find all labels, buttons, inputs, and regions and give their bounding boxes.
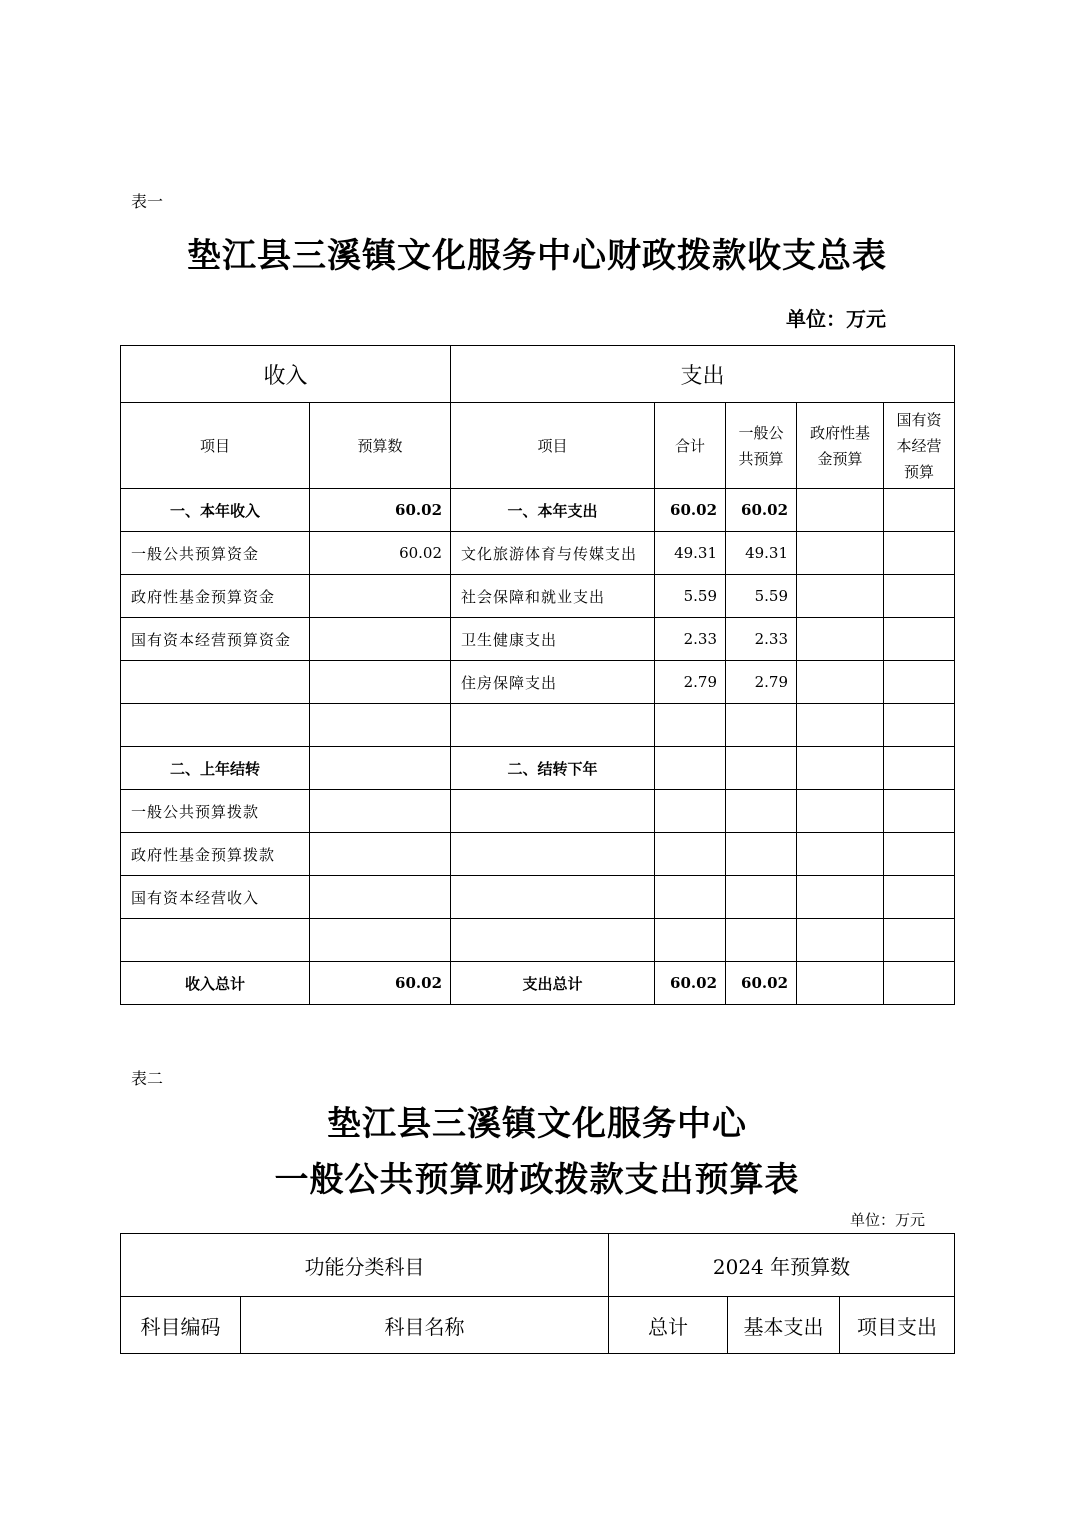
expense-item	[451, 919, 655, 962]
expense-state	[884, 661, 955, 704]
table2	[120, 1233, 955, 1354]
income-value	[310, 618, 451, 661]
income-item	[121, 704, 310, 747]
table1-title: 垫江县三溪镇文化服务中心财政拨款收支总表	[187, 236, 887, 276]
expense-general: 60.02	[726, 962, 797, 1005]
expense-item: 文化旅游体育与传媒支出	[451, 532, 655, 575]
col-state: 国有资 本经营 预算	[884, 403, 955, 489]
expense-fund	[797, 489, 884, 532]
expense-fund	[797, 532, 884, 575]
expense-item: 支出总计	[451, 962, 655, 1005]
expense-total: 60.02	[655, 489, 726, 532]
income-item: 一般公共预算资金	[121, 532, 310, 575]
expense-fund	[797, 618, 884, 661]
expense-item: 社会保障和就业支出	[451, 575, 655, 618]
col-code: 科目编码	[121, 1297, 241, 1354]
table1	[120, 345, 955, 1005]
expense-total: 2.79	[655, 661, 726, 704]
income-value	[310, 876, 451, 919]
expense-general: 2.79	[726, 661, 797, 704]
expense-general	[726, 833, 797, 876]
expense-total	[655, 704, 726, 747]
table-row	[121, 532, 955, 575]
income-value	[310, 661, 451, 704]
expense-fund	[797, 575, 884, 618]
income-item: 政府性基金预算资金	[121, 575, 310, 618]
table-row	[121, 661, 955, 704]
table-row	[121, 790, 955, 833]
expense-state	[884, 833, 955, 876]
col-general: 一般公 共预算	[726, 403, 797, 489]
expense-state	[884, 747, 955, 790]
expense-general: 2.33	[726, 618, 797, 661]
col-income-budget: 预算数	[310, 403, 451, 489]
col-expense-item: 项目	[451, 403, 655, 489]
expense-general	[726, 790, 797, 833]
table-row	[121, 962, 955, 1005]
expense-general: 5.59	[726, 575, 797, 618]
expense-state	[884, 618, 955, 661]
expense-header: 支出	[451, 346, 955, 403]
expense-fund	[797, 704, 884, 747]
expense-item: 卫生健康支出	[451, 618, 655, 661]
table-row	[121, 575, 955, 618]
income-value	[310, 704, 451, 747]
col-income-item: 项目	[121, 403, 310, 489]
table-row	[121, 704, 955, 747]
income-item	[121, 661, 310, 704]
expense-total	[655, 790, 726, 833]
expense-item: 一、本年支出	[451, 489, 655, 532]
expense-item	[451, 704, 655, 747]
expense-fund	[797, 962, 884, 1005]
income-item: 国有资本经营收入	[121, 876, 310, 919]
income-value	[310, 747, 451, 790]
expense-item: 住房保障支出	[451, 661, 655, 704]
expense-general	[726, 876, 797, 919]
expense-state	[884, 790, 955, 833]
income-item	[121, 919, 310, 962]
table-row	[121, 747, 955, 790]
income-value	[310, 833, 451, 876]
expense-total: 49.31	[655, 532, 726, 575]
table-row	[121, 489, 955, 532]
income-item: 政府性基金预算拨款	[121, 833, 310, 876]
col-name: 科目名称	[241, 1297, 609, 1354]
expense-fund	[797, 661, 884, 704]
expense-total	[655, 747, 726, 790]
income-item: 一般公共预算拨款	[121, 790, 310, 833]
table1-label: 表一	[131, 192, 164, 211]
expense-general: 49.31	[726, 532, 797, 575]
expense-general	[726, 919, 797, 962]
expense-total: 60.02	[655, 962, 726, 1005]
expense-state	[884, 489, 955, 532]
expense-state	[884, 876, 955, 919]
expense-state	[884, 704, 955, 747]
expense-general: 60.02	[726, 489, 797, 532]
table-row	[121, 833, 955, 876]
expense-total	[655, 833, 726, 876]
col-total: 合计	[655, 403, 726, 489]
expense-item	[451, 876, 655, 919]
table2-title-line1: 垫江县三溪镇文化服务中心	[327, 1104, 747, 1144]
expense-fund	[797, 790, 884, 833]
income-item: 二、上年结转	[121, 747, 310, 790]
expense-state	[884, 575, 955, 618]
table-row	[121, 919, 955, 962]
header-year: 2024 年预算数	[609, 1234, 955, 1297]
expense-general	[726, 704, 797, 747]
expense-fund	[797, 833, 884, 876]
income-item: 一、本年收入	[121, 489, 310, 532]
expense-state	[884, 532, 955, 575]
income-value	[310, 790, 451, 833]
expense-fund	[797, 747, 884, 790]
col-total2: 总计	[609, 1297, 728, 1354]
expense-item	[451, 833, 655, 876]
income-value	[310, 919, 451, 962]
expense-state	[884, 919, 955, 962]
expense-total	[655, 876, 726, 919]
income-value: 60.02	[310, 489, 451, 532]
table2-label: 表二	[131, 1069, 164, 1088]
table1-unit: 单位：万元	[786, 307, 886, 331]
expense-state	[884, 962, 955, 1005]
col-basic: 基本支出	[728, 1297, 840, 1354]
expense-total	[655, 919, 726, 962]
income-item: 国有资本经营预算资金	[121, 618, 310, 661]
income-header: 收入	[121, 346, 451, 403]
header-func: 功能分类科目	[121, 1234, 609, 1297]
expense-fund	[797, 876, 884, 919]
col-fund: 政府性基 金预算	[797, 403, 884, 489]
table-row	[121, 876, 955, 919]
expense-fund	[797, 919, 884, 962]
expense-total: 5.59	[655, 575, 726, 618]
expense-item	[451, 790, 655, 833]
table2-unit: 单位：万元	[850, 1211, 926, 1229]
expense-general	[726, 747, 797, 790]
income-value: 60.02	[310, 532, 451, 575]
income-item: 收入总计	[121, 962, 310, 1005]
income-value: 60.02	[310, 962, 451, 1005]
table2-title-line2: 一般公共预算财政拨款支出预算表	[274, 1160, 800, 1200]
income-value	[310, 575, 451, 618]
table-row	[121, 618, 955, 661]
col-project: 项目支出	[840, 1297, 955, 1354]
expense-item: 二、结转下年	[451, 747, 655, 790]
expense-total: 2.33	[655, 618, 726, 661]
